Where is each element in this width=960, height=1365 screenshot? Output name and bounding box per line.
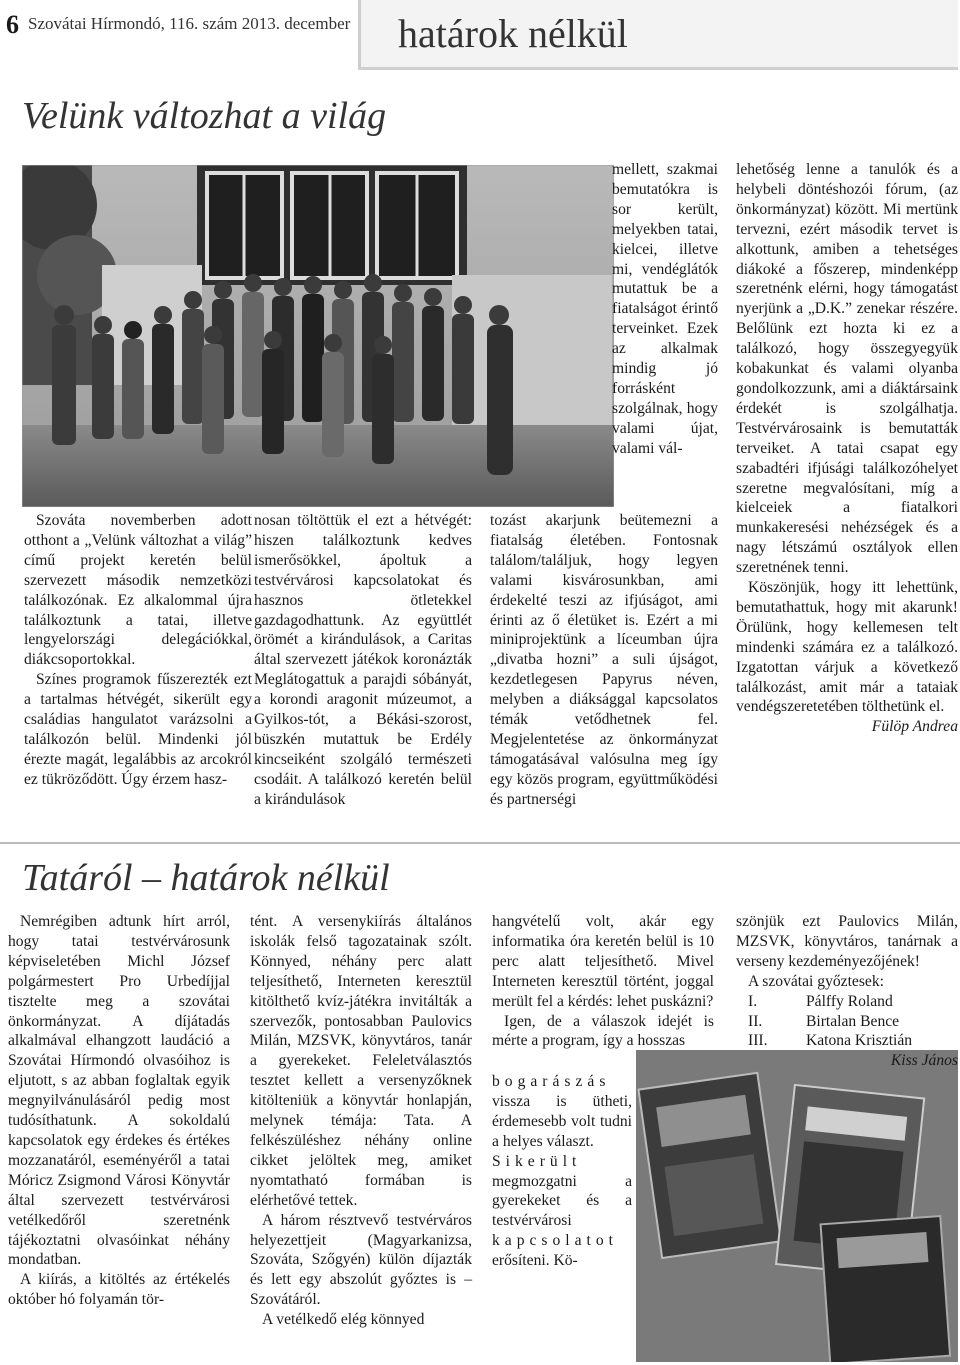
article2-column-1 (8, 912, 230, 1310)
paragraph: hangvételű volt, akár egy informatika óra keretén belül is 10 perc alatt teljesíthető. Mivel Interneten keresztül történt, joggal merült fel a kérdés: lehet puskázni? (492, 913, 714, 1010)
page-number: 6 (6, 10, 19, 39)
article2-column-2 (250, 912, 472, 1330)
books-photo (636, 1050, 958, 1362)
article-divider (0, 842, 960, 844)
author-signature: Kiss János (890, 1052, 958, 1070)
paragraph: nosan töltöttük el ezt a hétvégét: hiszen találkoztunk kedves ismerősökkel, ápoltuk a testvérvárosi kapcsolatokat és hasznos ötletekkel gazdagodhattunk. Az együttlét örömét a kirándulások, a Caritas által szervezett játékok koronázták Meglátogattuk a parajdi sóbányát, a korondi aragonit múzeumot, a Gyilkos-tót, a Békási-szorost, büszkén mutattuk be Erdély kincseiként szolgáló természeti csodáit. A találkozó keretén belül a kirándulások (254, 512, 472, 808)
author-signature: Fülöp Andrea (871, 718, 958, 736)
winner-rank: II. (748, 1012, 763, 1030)
paragraph: Színes programok fűszerezték ezt a tartalmas hétvégét, sikerült egy családias hangulatot varázsolni a találkozón belül. Mindenki jól érezte magát, legalábbis az arcokról ez tükröződött. Úgy érzem hasz- (24, 671, 252, 788)
winner-row (736, 1031, 958, 1051)
article1-column-1 (24, 511, 252, 790)
article2-column-3-wrap (492, 1072, 632, 1271)
group-photo-image (22, 165, 614, 507)
paragraph: erősíteni. Kö- (492, 1252, 578, 1270)
winner-rank: I. (748, 992, 758, 1010)
paragraph: Igen, de a válaszok idejét is mérte a program, így a hosszas (492, 1012, 714, 1050)
article2-column-3 (492, 912, 714, 1051)
winner-name: Pálffy Roland (806, 992, 893, 1010)
section-title: határok nélkül (398, 11, 628, 56)
paragraph: bogarászás (492, 1073, 611, 1090)
publication-info: Szovátai Hírmondó, 116. szám 2013. december (28, 14, 351, 33)
paragraph: A kiírás, a kitöltés az értékelés október hó folyamán tör- (8, 1271, 230, 1309)
paragraph: lehetőség lenne a tanulók és a helybeli döntéshozói fórum, (az önkormányzat) között. Mi mertünk tervezni, ezért második tervet is alkottunk, amiben a tehetséges diákoké a főszerep, mindenképp szeretnénk elérni, hogy támogatást nyerjünk a „D.K.” zenekar részére. Belőlünk ezt hozta ki ez a találkozó, hogy összegyegyük kobakunkat és valami olyanba gondolkozzunk, ami a diáktársaink érdekét is szolgálhatja. Testvérvárosaink is bemutatták terveiket. A tatai csapat egy szabadtéri ifjúsági találkozóhelyet szeretne megvalósítani, míg a kielceiek a fiatalkori munkakeresési nehézségek és a nagy létszámú osztályok ellen szeretnének tenni. (736, 161, 958, 577)
winner-row (736, 992, 958, 1012)
article1-column-3 (490, 511, 718, 810)
winner-name: Katona Krisztián (806, 1032, 913, 1050)
winners-heading: A szovátai győztesek: (748, 972, 884, 990)
paragraph: A három résztvevő testvérváros helyezettjeit (Magyarkanizsa, Szováta, Szőgyén) külön díjazták és lett egy abszolút győztes is – Szovátáról. (250, 1211, 472, 1309)
paragraph: vissza is ütheti, érdemesebb volt tudni a helyes választ. (492, 1092, 632, 1150)
article2-column-4 (736, 912, 958, 1071)
paragraph: A vetélkedő elég könnyed (262, 1311, 425, 1329)
group-photo (22, 165, 614, 507)
paragraph: tozást akarjunk beütemezni a fiatalság életében. Fontosnak találom/találjuk, hogy legyen valami kisvárosunkban, ami érdekelté teszi az ifjúságot, ami érinti az ő életüket is. Ezért a mi miniprojektünk a líceumban újra „divatba hozni” a suli újságot, kezdetlegesen Papyrus néven, melyben a diáksággal kapcsolatos témák vetődhetnek fel. Megjelentetése az önkormányzat támogatásával valósulna meg így egy közös program, együttműködési és partnerségi (490, 512, 718, 808)
paragraph: szönjük ezt Paulovics Milán, MZSVK, könyvtáros, tanárnak a verseny kezdeményezőjének! (736, 913, 958, 970)
books-photo-image (636, 1050, 958, 1362)
paragraph: Sikerült (492, 1152, 582, 1170)
paragraph: mellett, szakmai bemutatókra is sor került, melyekben tatai, kielcei, illetve mi, vendéglátók mutattuk be a fiatalságot érintő terveinket. Ezek az alkalmak mindig jó forrásként szolgálnak, hogy valami újat, valami vál- (612, 161, 718, 457)
article1-column-4 (736, 160, 958, 737)
winner-name: Birtalan Bence (806, 1012, 900, 1030)
paragraph: Szováta novemberben adott otthont a „Velünk változhat a világ” című projekt keretén belül szervezett második nemzetközi találkozónak. Ez alkalommal újra találkoztunk a tatai, illetve lengyelországi delegációkkal, diákcsoportokkal. (24, 512, 252, 669)
paragraph: megmozgatni a gyerekeket és a testvérvárosi (492, 1172, 632, 1230)
paragraph: Köszönjük, hogy itt lehettünk, bemutathattuk, hogy mit akarunk! Örülünk, hogy kellemesen telt mindenki számára ez a találkozó. Izgatottan várjuk a következő találkozást, amit már a tataiak vendégszeretetében tölthetünk el. (736, 579, 958, 716)
article-title: Velünk változhat a világ (22, 95, 387, 137)
article1-column-2 (254, 511, 472, 810)
article-title: Tatáról – határok nélkül (22, 857, 390, 899)
paragraph: kapcsolatot (492, 1232, 619, 1250)
paragraph: Nemrégiben adtunk hírt arról, hogy tatai testvérvárosunk képviseletében Michl József polgármestert Pro Urbedíjjal tisztelte meg a szovátai önkormányzat. A díjátadás alkalmával elhangzott laudáció a Szovátai Hírmondó olvasóihoz is eljutott, s az abban foglaltak egyik megnyilvánulásáról pedig most tudósíthatunk. A sokoldalú kapcsolatok egy érdekes és értékes mozzanatáról, eseményéről a tatai Móricz Zsigmond Városi Könyvtár által szervezett testvérvárosi vetélkedőről szeretnénk tájékoztatni olvasóinkat néhány mondatban. (8, 913, 230, 1269)
winner-rank: III. (748, 1032, 768, 1050)
winner-row (736, 1012, 958, 1032)
paragraph: tént. A versenykiírás általános iskolák felső tagozatainak szólt. Könnyed, néhány perc alatt teljesíthető, Interneten keresztül kitölthető kvíz-játékra invitálták a szervezők, pontosabban Paulovics Milán, MZSVK, könyvtáros, tanár a gyerekeket. Feleletválasztós tesztet kellett a versenyzőknek kitölteniük a könyvtár honlapján, melynek témája: Tata. A felkészüléshez néhány online cikket jelöltek meg, amiket nyomtatható formában is elérhetővé tettek. (250, 913, 472, 1209)
article1-column-3-wrap (612, 160, 718, 459)
